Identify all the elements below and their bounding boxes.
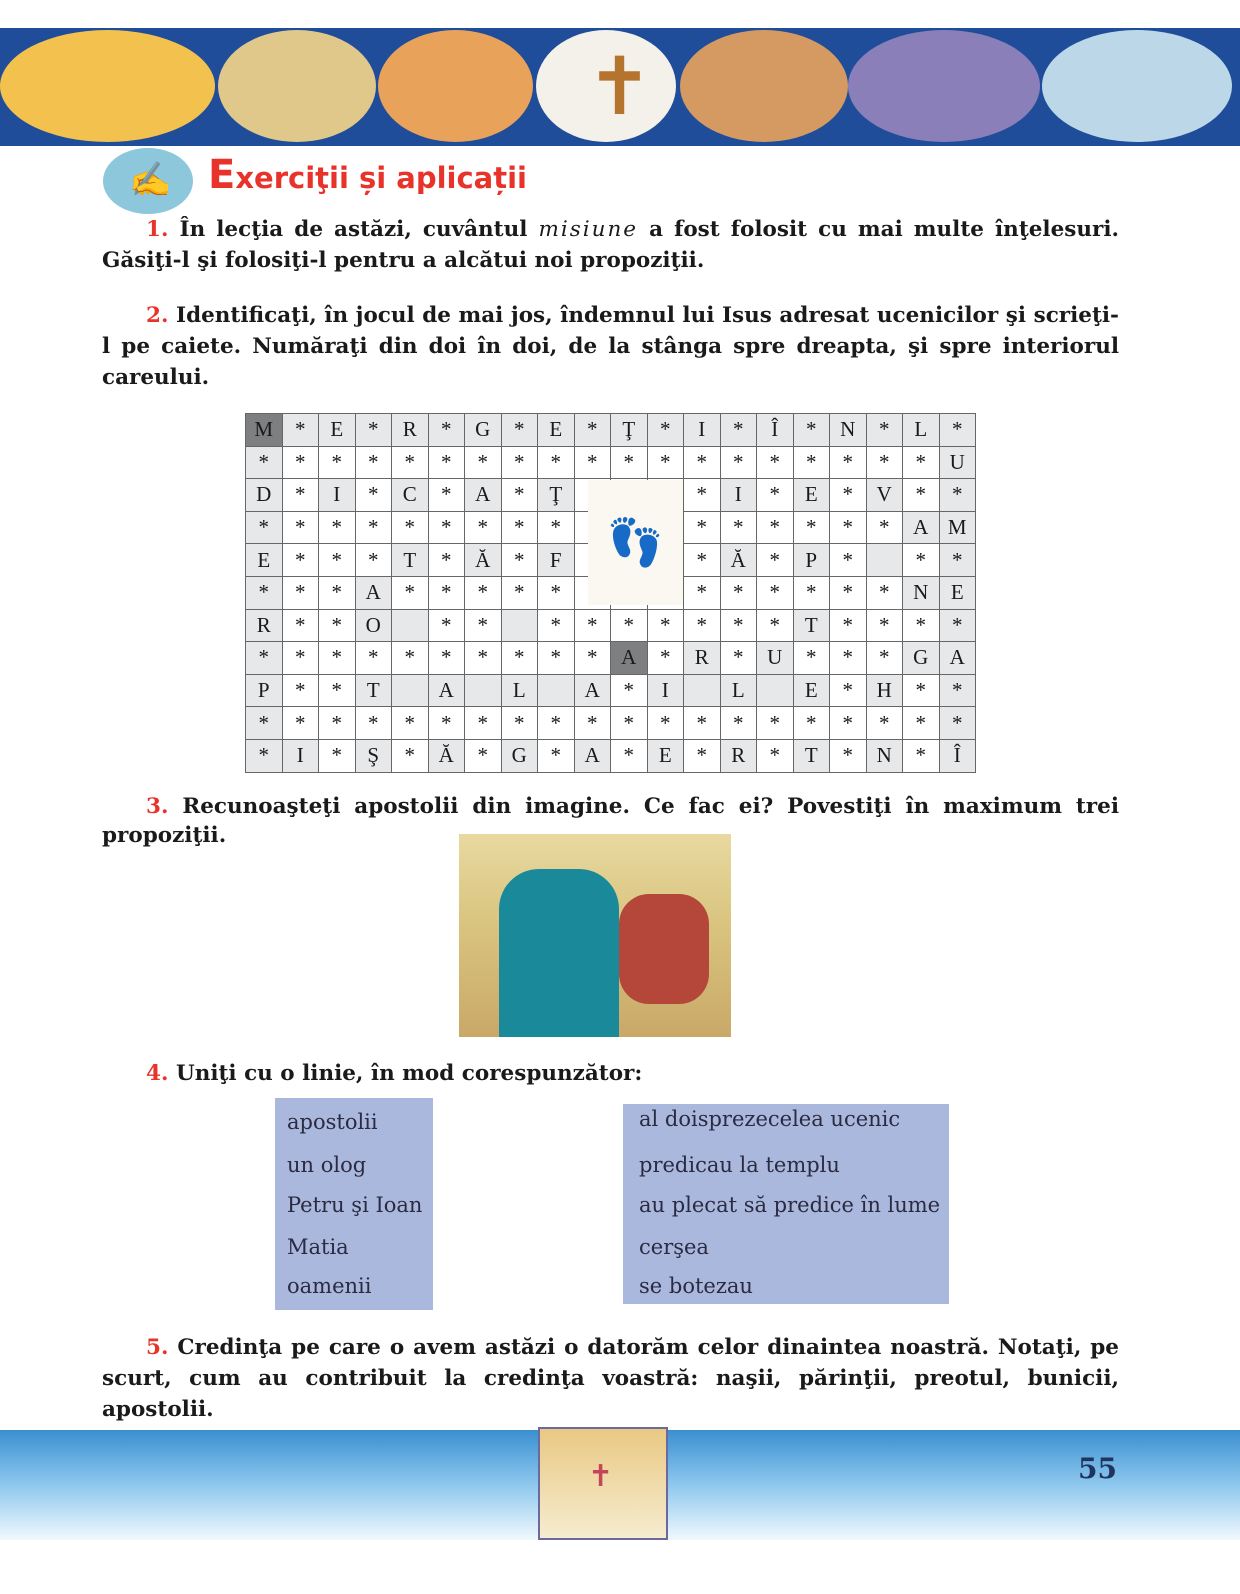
puzzle-cell: *: [721, 414, 758, 447]
puzzle-cell: *: [684, 577, 721, 610]
puzzle-cell: *: [392, 642, 429, 675]
puzzle-cell: [465, 675, 502, 708]
puzzle-cell: *: [319, 610, 356, 643]
puzzle-cell: Ă: [721, 544, 758, 577]
puzzle-cell: *: [940, 675, 977, 708]
puzzle-cell: *: [611, 740, 648, 773]
puzzle-cell: *: [684, 512, 721, 545]
puzzle-cell: *: [429, 544, 466, 577]
puzzle-cell: I: [319, 479, 356, 512]
puzzle-cell: *: [246, 577, 283, 610]
puzzle-cell: *: [392, 707, 429, 740]
puzzle-cell: *: [794, 512, 831, 545]
puzzle-cell: *: [830, 577, 867, 610]
page-number: 55: [1078, 1452, 1117, 1485]
puzzle-cell: *: [794, 577, 831, 610]
puzzle-cell: *: [356, 544, 393, 577]
puzzle-cell: *: [830, 675, 867, 708]
puzzle-cell: *: [757, 512, 794, 545]
puzzle-cell: *: [246, 447, 283, 480]
puzzle-cell: V: [867, 479, 904, 512]
puzzle-cell: *: [830, 707, 867, 740]
puzzle-cell: P: [246, 675, 283, 708]
puzzle-cell: *: [392, 512, 429, 545]
match-right-item[interactable]: predicau la templu: [639, 1153, 840, 1177]
puzzle-cell: G: [502, 740, 539, 773]
puzzle-cell: *: [502, 479, 539, 512]
puzzle-cell: *: [757, 447, 794, 480]
puzzle-cell: *: [940, 610, 977, 643]
puzzle-cell: E: [940, 577, 977, 610]
puzzle-cell: *: [319, 544, 356, 577]
puzzle-cell: *: [283, 707, 320, 740]
puzzle-cell: E: [538, 414, 575, 447]
puzzle-cell: E: [648, 740, 685, 773]
exercise-1: 1. În lecţia de astăzi, cuvântul misiune a fost folosit cu mai multe înţelesuri. Găsiţi-l şi folosiţi-l pentru a alcătui noi propoziţii.: [102, 217, 1119, 273]
puzzle-cell: [538, 675, 575, 708]
puzzle-cell: *: [465, 577, 502, 610]
puzzle-cell: *: [684, 544, 721, 577]
puzzle-cell: *: [392, 577, 429, 610]
puzzle-cell: *: [246, 642, 283, 675]
puzzle-cell: *: [721, 707, 758, 740]
puzzle-cell: *: [429, 577, 466, 610]
puzzle-cell: Ă: [429, 740, 466, 773]
illustration-temple: [848, 30, 1040, 142]
puzzle-cell: *: [721, 610, 758, 643]
puzzle-cell: A: [465, 479, 502, 512]
puzzle-cell: *: [648, 707, 685, 740]
illustration-crowd: [0, 30, 215, 142]
writing-hand-icon: ✍: [103, 148, 193, 214]
puzzle-cell: I: [721, 479, 758, 512]
puzzle-cell: *: [246, 512, 283, 545]
puzzle-cell: L: [721, 675, 758, 708]
footprints-image: 👣: [588, 480, 683, 605]
puzzle-cell: [757, 675, 794, 708]
puzzle-cell: *: [538, 707, 575, 740]
puzzle-cell: *: [830, 544, 867, 577]
puzzle-cell: *: [684, 447, 721, 480]
illustration-disciples: [1042, 30, 1232, 142]
puzzle-cell: *: [319, 512, 356, 545]
puzzle-cell: E: [319, 414, 356, 447]
puzzle-cell: *: [392, 740, 429, 773]
puzzle-cell: *: [830, 479, 867, 512]
puzzle-cell: *: [611, 610, 648, 643]
puzzle-cell: *: [538, 447, 575, 480]
puzzle-cell: *: [319, 447, 356, 480]
illustration-jesus-teaching: [218, 30, 376, 142]
puzzle-cell: Ş: [356, 740, 393, 773]
match-right-item[interactable]: au plecat să predice în lume: [639, 1193, 941, 1217]
puzzle-cell: *: [283, 414, 320, 447]
match-right-item[interactable]: se botezau: [639, 1274, 753, 1298]
puzzle-cell: *: [903, 740, 940, 773]
puzzle-cell: A: [429, 675, 466, 708]
puzzle-cell: [392, 675, 429, 708]
puzzle-cell: *: [721, 447, 758, 480]
puzzle-cell: [684, 675, 721, 708]
puzzle-cell: *: [538, 512, 575, 545]
puzzle-cell: *: [319, 707, 356, 740]
puzzle-cell: *: [283, 447, 320, 480]
puzzle-cell: I: [648, 675, 685, 708]
puzzle-cell: *: [903, 675, 940, 708]
puzzle-cell: *: [465, 642, 502, 675]
puzzle-cell: *: [502, 544, 539, 577]
puzzle-cell: *: [575, 642, 612, 675]
puzzle-cell: *: [283, 544, 320, 577]
puzzle-cell: *: [867, 447, 904, 480]
puzzle-cell: *: [502, 577, 539, 610]
puzzle-cell: *: [283, 577, 320, 610]
puzzle-cell: *: [684, 740, 721, 773]
puzzle-cell: *: [283, 610, 320, 643]
match-right-column: [623, 1104, 949, 1304]
puzzle-cell: *: [611, 675, 648, 708]
puzzle-cell: *: [465, 740, 502, 773]
puzzle-cell: *: [940, 544, 977, 577]
puzzle-cell: *: [429, 447, 466, 480]
puzzle-cell: *: [538, 740, 575, 773]
puzzle-cell: T: [794, 740, 831, 773]
puzzle-cell: *: [429, 642, 466, 675]
cross-icon: ✝: [536, 30, 676, 142]
puzzle-cell: *: [830, 740, 867, 773]
puzzle-cell: *: [283, 512, 320, 545]
puzzle-cell: *: [684, 707, 721, 740]
puzzle-cell: E: [794, 675, 831, 708]
puzzle-cell: *: [684, 479, 721, 512]
puzzle-cell: G: [465, 414, 502, 447]
puzzle-cell: T: [392, 544, 429, 577]
puzzle-cell: *: [283, 479, 320, 512]
puzzle-cell: A: [356, 577, 393, 610]
puzzle-cell: *: [465, 610, 502, 643]
puzzle-cell: *: [757, 544, 794, 577]
puzzle-cell: *: [867, 707, 904, 740]
match-right-item[interactable]: al doisprezecelea ucenic: [639, 1107, 901, 1131]
exercise-4: 4. Uniţi cu o linie, în mod corespunzător:: [146, 1061, 643, 1086]
puzzle-cell: *: [648, 447, 685, 480]
puzzle-cell: *: [721, 642, 758, 675]
puzzle-cell: *: [830, 610, 867, 643]
puzzle-cell: *: [538, 610, 575, 643]
puzzle-cell: *: [465, 447, 502, 480]
puzzle-cell: T: [356, 675, 393, 708]
puzzle-cell: *: [538, 642, 575, 675]
puzzle-cell: *: [575, 414, 612, 447]
puzzle-cell: L: [502, 675, 539, 708]
exercise-2: 2. Identificaţi, în jocul de mai jos, îndemnul lui Isus adresat ucenicilor şi scrieţi-l pe caiete. Număraţi din doi în doi, de la stânga spre dreapta, şi spre interiorul careului.: [102, 303, 1119, 390]
match-left-item[interactable]: oamenii: [287, 1274, 372, 1298]
puzzle-cell: *: [903, 707, 940, 740]
puzzle-cell: E: [794, 479, 831, 512]
puzzle-cell: *: [757, 610, 794, 643]
match-right-item[interactable]: cerşea: [639, 1235, 709, 1259]
puzzle-cell: *: [429, 512, 466, 545]
puzzle-cell: *: [867, 610, 904, 643]
puzzle-cell: *: [319, 675, 356, 708]
puzzle-cell: U: [757, 642, 794, 675]
puzzle-cell: *: [429, 479, 466, 512]
puzzle-cell: *: [757, 577, 794, 610]
puzzle-cell: *: [502, 642, 539, 675]
puzzle-cell: *: [830, 642, 867, 675]
puzzle-cell: *: [903, 610, 940, 643]
puzzle-cell: *: [575, 447, 612, 480]
puzzle-cell: Ă: [465, 544, 502, 577]
puzzle-cell: *: [867, 642, 904, 675]
match-left-column: [275, 1098, 433, 1310]
illustration-pentecost: [378, 30, 533, 142]
section-title: Exerciţii și aplicații: [208, 152, 527, 198]
puzzle-cell: *: [867, 512, 904, 545]
puzzle-cell: *: [429, 414, 466, 447]
puzzle-cell: *: [392, 447, 429, 480]
puzzle-cell: *: [319, 577, 356, 610]
puzzle-cell: M: [940, 512, 977, 545]
puzzle-cell: U: [940, 447, 977, 480]
puzzle-cell: *: [794, 447, 831, 480]
puzzle-cell: *: [611, 447, 648, 480]
puzzle-cell: F: [538, 544, 575, 577]
puzzle-cell: N: [903, 577, 940, 610]
puzzle-cell: *: [903, 447, 940, 480]
puzzle-cell: R: [392, 414, 429, 447]
puzzle-cell: P: [794, 544, 831, 577]
puzzle-cell: R: [684, 642, 721, 675]
puzzle-cell: *: [356, 707, 393, 740]
puzzle-cell: O: [356, 610, 393, 643]
illustration-last-supper: [680, 30, 848, 142]
puzzle-cell: *: [502, 707, 539, 740]
puzzle-cell: G: [903, 642, 940, 675]
match-left-item[interactable]: Petru şi Ioan: [287, 1193, 423, 1217]
puzzle-cell: *: [940, 414, 977, 447]
puzzle-cell: *: [356, 414, 393, 447]
puzzle-cell: *: [757, 707, 794, 740]
puzzle-cell: A: [903, 512, 940, 545]
match-left-item[interactable]: un olog: [287, 1153, 367, 1177]
puzzle-cell: *: [283, 642, 320, 675]
exercise-3: 3. Recunoaşteţi apostolii din imagine. Ce fac ei? Povestiţi în maximum trei propoziţii.: [102, 794, 1119, 848]
puzzle-cell: *: [502, 414, 539, 447]
puzzle-cell: *: [684, 610, 721, 643]
puzzle-cell: T: [794, 610, 831, 643]
puzzle-cell: *: [867, 577, 904, 610]
puzzle-cell: I: [684, 414, 721, 447]
match-left-item[interactable]: apostolii: [287, 1110, 378, 1134]
puzzle-cell: *: [757, 479, 794, 512]
puzzle-cell: *: [940, 707, 977, 740]
puzzle-cell: Î: [940, 740, 977, 773]
puzzle-cell: *: [794, 414, 831, 447]
exercise-5: 5. Credinţa pe care o avem astăzi o datorăm celor dinaintea noastră. Notaţi, pe scurt, cum au contribuit la credinţa voastră: naşii, părinţii, preotul, bunicii, apostolii.: [102, 1335, 1119, 1422]
puzzle-cell: Ţ: [611, 414, 648, 447]
puzzle-cell: A: [940, 642, 977, 675]
puzzle-cell: [867, 544, 904, 577]
puzzle-cell: *: [319, 740, 356, 773]
puzzle-cell: N: [867, 740, 904, 773]
puzzle-cell: *: [429, 610, 466, 643]
puzzle-cell: *: [830, 447, 867, 480]
puzzle-cell: A: [611, 642, 648, 675]
puzzle-cell: *: [319, 642, 356, 675]
jesus-illustration: ✝: [538, 1427, 668, 1540]
puzzle-cell: *: [429, 707, 466, 740]
puzzle-cell: *: [940, 479, 977, 512]
puzzle-cell: *: [538, 577, 575, 610]
header-illustration-band: [0, 28, 1240, 146]
puzzle-cell: A: [575, 675, 612, 708]
puzzle-cell: *: [356, 642, 393, 675]
puzzle-cell: *: [246, 740, 283, 773]
puzzle-cell: *: [356, 447, 393, 480]
puzzle-cell: L: [903, 414, 940, 447]
puzzle-cell: N: [830, 414, 867, 447]
puzzle-cell: *: [465, 512, 502, 545]
puzzle-cell: *: [721, 577, 758, 610]
puzzle-cell: *: [648, 610, 685, 643]
puzzle-cell: *: [502, 447, 539, 480]
puzzle-cell: *: [611, 707, 648, 740]
puzzle-cell: D: [246, 479, 283, 512]
puzzle-cell: R: [721, 740, 758, 773]
match-left-item[interactable]: Matia: [287, 1235, 349, 1259]
puzzle-cell: I: [283, 740, 320, 773]
puzzle-cell: Î: [757, 414, 794, 447]
puzzle-cell: *: [648, 414, 685, 447]
puzzle-cell: *: [575, 707, 612, 740]
puzzle-cell: *: [575, 610, 612, 643]
puzzle-cell: [502, 610, 539, 643]
puzzle-cell: *: [356, 512, 393, 545]
puzzle-cell: E: [246, 544, 283, 577]
puzzle-cell: *: [356, 479, 393, 512]
puzzle-cell: *: [721, 512, 758, 545]
puzzle-cell: *: [903, 544, 940, 577]
puzzle-cell: *: [757, 740, 794, 773]
puzzle-cell: [392, 610, 429, 643]
apostles-healing-image: [459, 834, 731, 1037]
puzzle-cell: *: [648, 642, 685, 675]
puzzle-cell: A: [575, 740, 612, 773]
puzzle-cell: *: [246, 707, 283, 740]
puzzle-cell: M: [246, 414, 283, 447]
puzzle-cell: H: [867, 675, 904, 708]
puzzle-cell: *: [502, 512, 539, 545]
puzzle-cell: *: [903, 479, 940, 512]
puzzle-cell: Ţ: [538, 479, 575, 512]
puzzle-cell: *: [283, 675, 320, 708]
puzzle-cell: C: [392, 479, 429, 512]
puzzle-cell: *: [794, 707, 831, 740]
puzzle-cell: *: [465, 707, 502, 740]
puzzle-cell: R: [246, 610, 283, 643]
puzzle-cell: *: [794, 642, 831, 675]
puzzle-cell: *: [867, 414, 904, 447]
puzzle-cell: *: [830, 512, 867, 545]
